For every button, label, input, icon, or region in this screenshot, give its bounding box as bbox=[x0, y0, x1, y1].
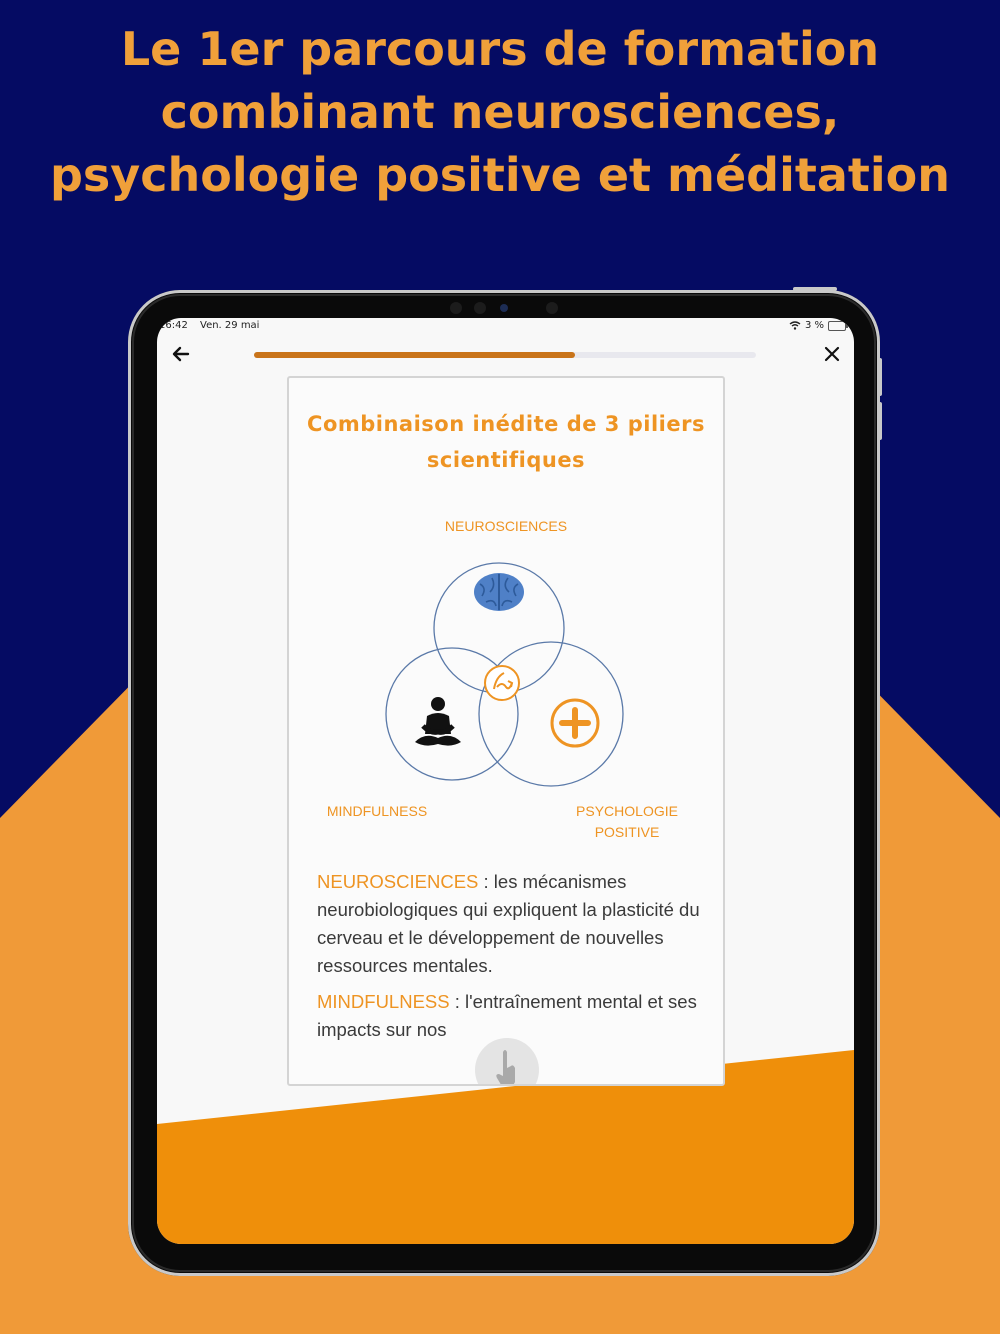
camera-dot bbox=[546, 302, 558, 314]
status-date: Ven. 29 mai bbox=[200, 320, 260, 331]
paragraph-mindfulness bbox=[317, 988, 702, 1044]
progress-bar bbox=[254, 352, 756, 358]
label-neurosciences: NEUROSCIENCES bbox=[444, 518, 568, 534]
headline: Le 1er parcours de formation combinant neurosciences, psychologie positive et méditation bbox=[50, 22, 950, 202]
label-psychologie: PSYCHOLOGIE bbox=[576, 803, 678, 819]
scroll-hint[interactable] bbox=[475, 1038, 539, 1086]
camera-lens bbox=[500, 304, 508, 312]
text-neurosciences: : les mécanismes neurobiologiques qui expliquent la plasticité du cerveau et le développement de nouvelles ressources mentales. bbox=[317, 871, 700, 976]
battery-percent: 3 % bbox=[804, 320, 824, 331]
logo-icon bbox=[482, 663, 522, 703]
keyword-mindfulness: MINDFULNESS bbox=[317, 991, 450, 1012]
tablet-top-button bbox=[793, 287, 837, 291]
plus-icon bbox=[548, 696, 602, 750]
tablet-volume-up bbox=[878, 358, 882, 396]
card-title: Combinaison inédite de 3 piliers scientifiques bbox=[307, 412, 705, 472]
card-body bbox=[317, 868, 702, 1052]
content-card[interactable] bbox=[287, 376, 725, 1086]
meditation-icon bbox=[413, 696, 463, 750]
app-screen bbox=[157, 318, 854, 1244]
label-mindfulness: MINDFULNESS bbox=[326, 803, 428, 819]
status-time: 16:42 bbox=[159, 320, 188, 331]
paragraph-neurosciences bbox=[317, 868, 702, 980]
progress-fill bbox=[254, 352, 575, 358]
venn-diagram bbox=[289, 508, 723, 848]
text-mindfulness: : l'entraînement mental et ses impacts sur nos bbox=[317, 991, 697, 1040]
camera-dot bbox=[474, 302, 486, 314]
wifi-icon bbox=[789, 321, 801, 330]
battery-icon bbox=[828, 321, 846, 331]
keyword-neurosciences: NEUROSCIENCES bbox=[317, 871, 479, 892]
close-icon[interactable] bbox=[824, 346, 840, 362]
back-arrow-icon[interactable] bbox=[171, 344, 191, 364]
status-bar bbox=[157, 320, 854, 334]
tablet-volume-down bbox=[878, 402, 882, 440]
brain-icon bbox=[472, 570, 526, 616]
label-positive: POSITIVE bbox=[594, 824, 660, 840]
camera-dot bbox=[450, 302, 462, 314]
hand-pointer-icon bbox=[475, 1038, 539, 1086]
